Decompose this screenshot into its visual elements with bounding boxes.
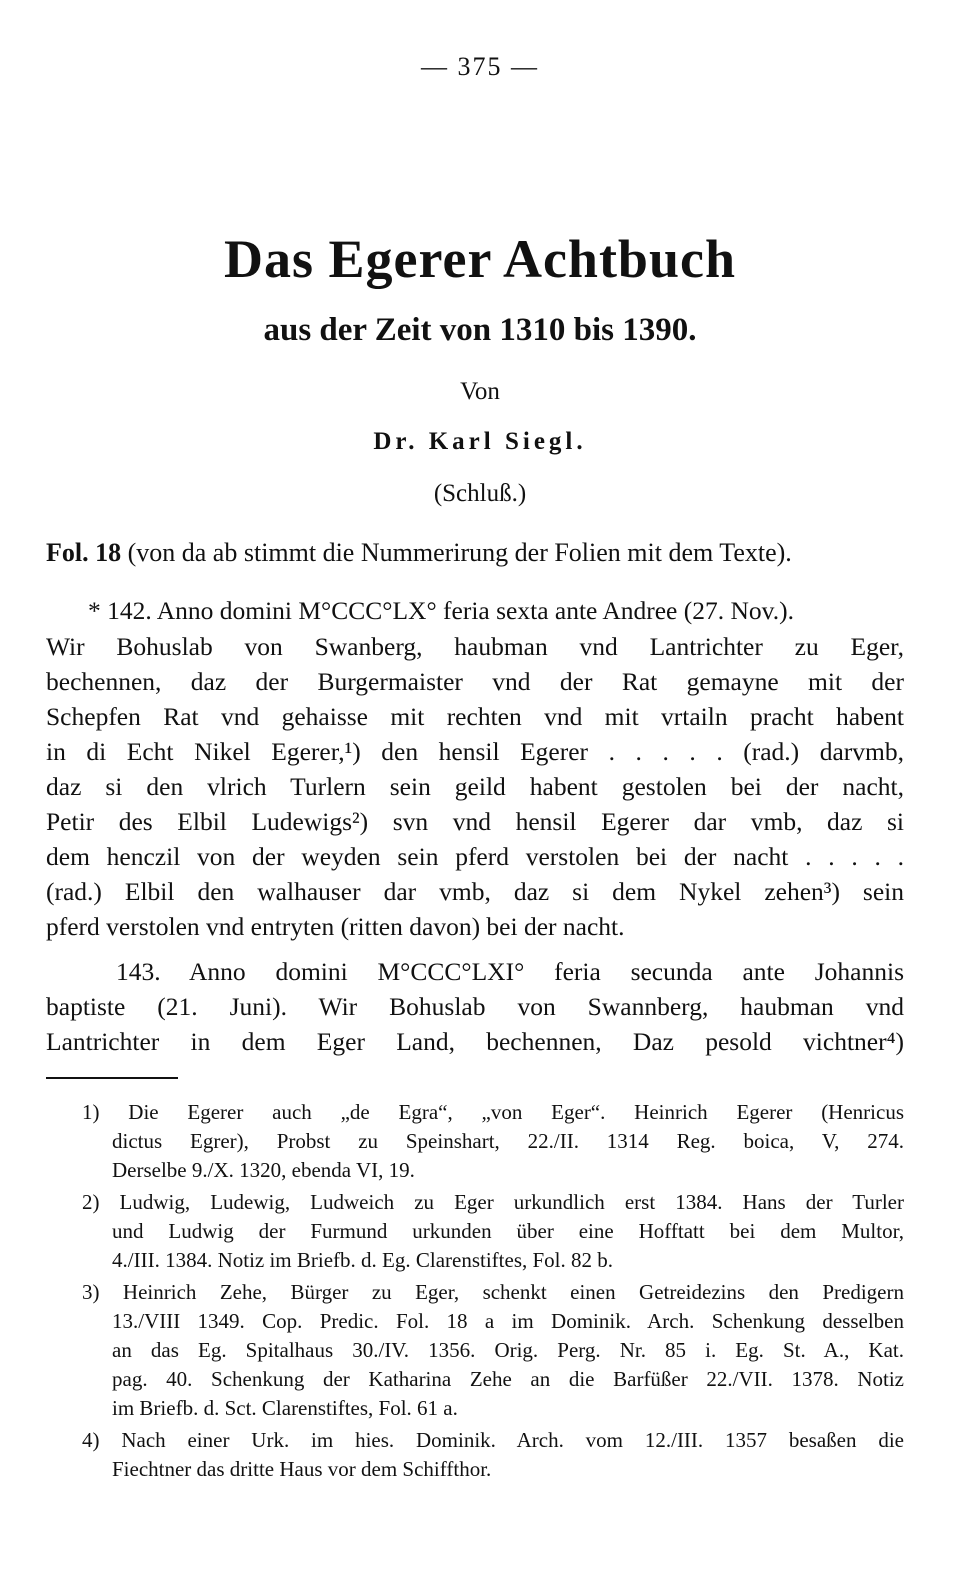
- entry-143-line: Lantrichter in dem Eger Land, bechennen, Daz pesold vichtner⁴): [46, 1027, 904, 1056]
- footnote-4-line: 4) Nach einer Urk. im hies. Dominik. Arch. vom 12./III. 1357 besaßen die: [82, 1428, 904, 1452]
- entry-142-line: pferd verstolen vnd entryten (ritten davon) bei der nacht.: [46, 912, 625, 941]
- author-name: Dr. Karl Siegl.: [373, 428, 587, 455]
- entry-143-line: 143. Anno domini M°CCC°LXI° feria secunda ante Johannis: [116, 957, 904, 986]
- byline: Von: [460, 378, 500, 405]
- article-title: Das Egerer Achtbuch: [223, 229, 736, 289]
- entry-142-line: * 142. Anno domini M°CCC°LX° feria sexta ante Andree (27. Nov.).: [88, 596, 794, 625]
- entry-142-line: dem henczil von der weyden sein pferd verstolen bei der nacht . . . . .: [46, 842, 904, 871]
- footnote-3-line: pag. 40. Schenkung der Katharina Zehe an die Barfüßer 22./VII. 1378. Notiz: [112, 1367, 904, 1391]
- continuation-note: (Schluß.): [433, 480, 527, 507]
- entry-143-line: baptiste (21. Juni). Wir Bohuslab von Swannberg, haubman vnd: [46, 992, 904, 1021]
- footnote-1-line: 1) Die Egerer auch „de Egra“, „von Eger“. Heinrich Egerer (Henricus: [82, 1100, 904, 1124]
- footnote-2-line: und Ludwig der Furmund urkunden über eine Hofftatt bei dem Multor,: [112, 1219, 904, 1243]
- entry-142-line: daz si den vlrich Turlern sein geild habent gestolen bei der nacht,: [46, 772, 904, 801]
- footnote-3-line: im Briefb. d. Sct. Clarenstiftes, Fol. 61 a.: [112, 1396, 458, 1420]
- folio-heading: [46, 538, 904, 568]
- entry-142-line: Schepfen Rat vnd gehaisse mit rechten vnd mit vrtailn pracht habent: [46, 702, 904, 731]
- entry-142-line: in di Echt Nikel Egerer,¹) den hensil Egerer . . . . . (rad.) darvmb,: [46, 737, 904, 766]
- footnote-2-line: 2) Ludwig, Ludewig, Ludweich zu Eger urkundlich erst 1384. Hans der Turler: [82, 1190, 904, 1214]
- footnote-1-line: Derselbe 9./X. 1320, ebenda VI, 19.: [112, 1158, 415, 1182]
- entry-142-line: Petir des Elbil Ludewigs²) svn vnd hensil Egerer dar vmb, daz si: [46, 807, 904, 836]
- footnote-3-line: 13./VIII 1349. Cop. Predic. Fol. 18 a im Dominik. Arch. Schenkung desselben: [112, 1309, 904, 1333]
- footnote-3-line: 3) Heinrich Zehe, Bürger zu Eger, schenkt einen Getreidezins den Predigern: [82, 1280, 904, 1304]
- footnote-2-line: 4./III. 1384. Notiz im Briefb. d. Eg. Clarenstiftes, Fol. 82 b.: [112, 1248, 614, 1272]
- footnote-divider: [46, 1077, 178, 1079]
- footnote-1-line: dictus Egrer), Probst zu Speinshart, 22./II. 1314 Reg. boica, V, 274.: [112, 1129, 904, 1153]
- folio-label: Fol. 18: [46, 538, 122, 567]
- entry-142-line: Wir Bohuslab von Swanberg, haubman vnd Lantrichter zu Eger,: [46, 632, 904, 661]
- footnote-3-line: an das Eg. Spitalhaus 30./IV. 1356. Orig. Perg. Nr. 85 i. Eg. St. A., Kat.: [112, 1338, 904, 1362]
- article-subtitle: aus der Zeit von 1310 bis 1390.: [263, 312, 697, 348]
- entry-142-line: (rad.) Elbil den walhauser dar vmb, daz si dem Nykel zehen³) sein: [46, 877, 904, 906]
- entry-142-line: bechennen, daz der Burgermaister vnd der Rat gemayne mit der: [46, 667, 904, 696]
- page-number: — 375 —: [421, 52, 539, 81]
- folio-note: (von da ab stimmt die Nummerirung der Folien mit dem Texte).: [127, 538, 792, 567]
- footnote-4-line: Fiechtner das dritte Haus vor dem Schiffthor.: [112, 1457, 492, 1481]
